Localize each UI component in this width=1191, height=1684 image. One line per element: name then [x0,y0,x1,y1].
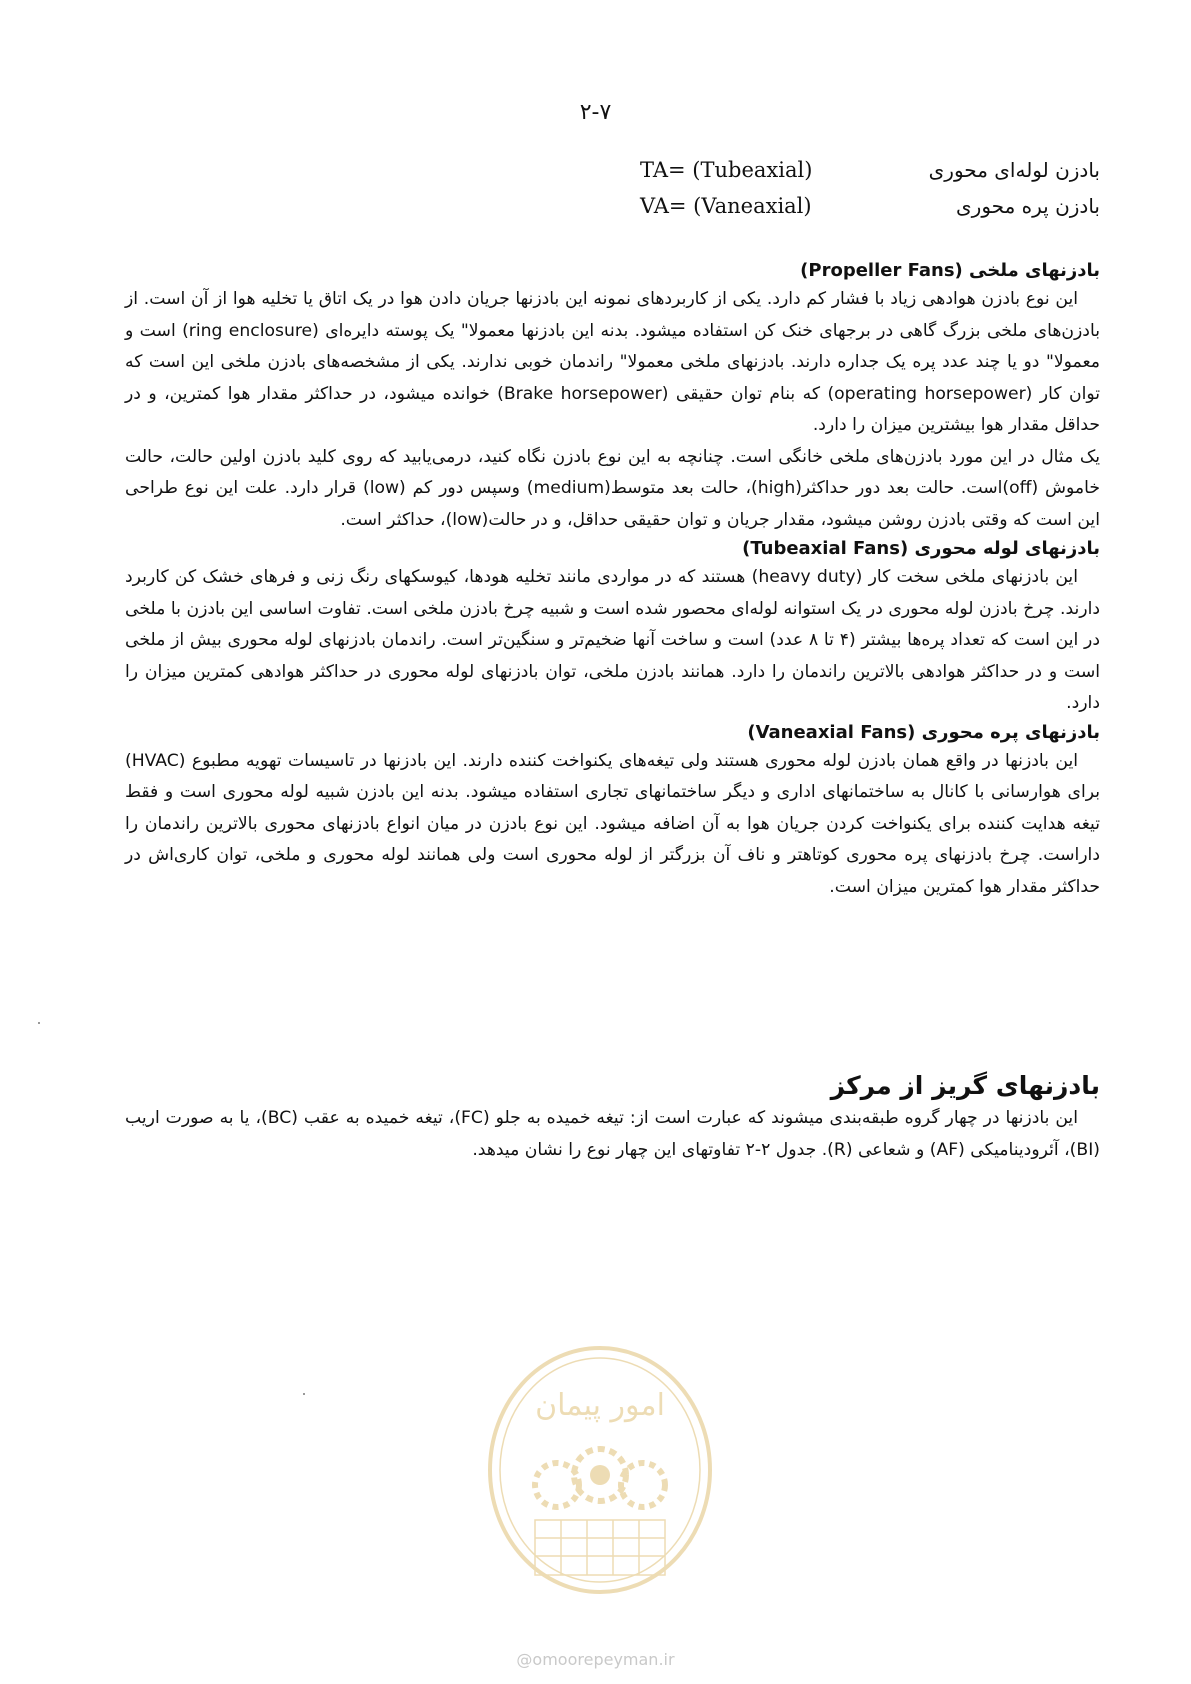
abbreviation-row [640,194,1100,230]
section-title-tubeaxial-fans: بادزنهای لوله محوری (Tubeaxial Fans) [742,538,1100,559]
watermark-text: امور پیمان [535,1388,665,1423]
scan-speck [303,1393,305,1395]
abbreviation-code: VA= (Vaneaxial) [640,194,812,218]
site-watermark-text: @omoorepeyman.ir [516,1650,675,1669]
body-text [125,258,1100,903]
closing-text [125,1102,1100,1166]
main-heading: بادزنهای گریز از مرکز [830,1070,1100,1100]
section-title-propeller-fans: بادزنهای ملخی (Propeller Fans) [800,260,1100,281]
abbreviation-row [640,158,1100,194]
abbreviation-name: بادزن پره محوری [956,194,1100,218]
paragraph: این بادزنها در چهار گروه طبقه‌بندی میشوند که عبارت است از: تیغه خمیده به جلو (FC)، تیغه خمیده به عقب (BC)، یا به صورت اریب (BI)، آئرودینامیکی (AF) و شعاعی (R). جدول ۲-۲ تفاوتهای این چهار نوع را نشان میدهد. [125,1108,1100,1160]
scan-speck [38,1022,40,1024]
abbreviation-list [640,158,1100,230]
page-number: ۲-۷ [579,100,612,125]
paragraph: یک مثال در این مورد بادزن‌های ملخی خانگی است. چنانچه به این نوع بادزن نگاه کنید، درمی‌یابید که روی کلید بادزن اولین حالت، حالت خاموش (off)است. حالت بعد دور حداکثر(high)، حالت بعد متوسط(medium) وسپس دور کم (low) قرار دارد. علت این نوع طراحی این است که وقتی بادزن روشن میشود، مقدار جریان و توان حقیقی حداقل، و در حالت(low)، حداکثر است. [125,446,1100,530]
abbreviation-name: بادزن لوله‌ای محوری [928,158,1100,182]
paragraph: این بادزنها در واقع همان بادزن لوله محوری هستند ولی تیغه‌های یکنواخت کننده دارند. این بادزنها در تاسیسات تهویه مطبوع (HVAC) برای هوارسانی با کانال به ساختمانهای اداری و دیگر ساختمانهای تجاری استفاده میشود. بدنه این بادزن شبیه لوله محوری است و فقط تیغه هدایت کننده برای یکنواخت کردن جریان هوا به آن اضافه میشود. این نوع بادزن در میان انواع بادزنهای محوری بالاترین راندمان را داراست. چرخ بادزنهای پره محوری کوتاهتر و ناف آن بزرگتر از لوله محوری است ولی همانند لوله محوری و ملخی، توان کاری‌اش در حداکثر مقدار هوا کمترین میزان است. [125,750,1100,897]
watermark-logo [465,1335,735,1625]
paragraph: این نوع بادزن هوادهی زیاد با فشار کم دارد. یکی از کاربردهای نمونه این بادزنها جریان دادن هوا در یک اتاق یا تخلیه هوا از آن است. از بادزن‌های ملخی بزرگ گاهی در برجهای خنک کن استفاده میشود. بدنه این بادزنها معمولا" یک پوسته دایره‌ای (ring enclosure) است و معمولا" دو یا چند عدد پره یک جداره دارند. بادزنهای ملخی معمولا" راندمان خوبی ندارند. یکی از مشخصه‌های بادزن ملخی این است که توان کار (operating horsepower) که بنام توان حقیقی (Brake horsepower) خوانده میشود، در حداکثر مقدار هوا کمترین، و در حداقل مقدار هوا بیشترین میزان را دارد. [125,289,1101,435]
section-title-vaneaxial-fans: بادزنهای پره محوری (Vaneaxial Fans) [747,721,1100,743]
abbreviation-code: TA= (Tubeaxial) [640,158,813,182]
paragraph: این بادزنهای ملخی سخت کار (heavy duty) هستند که در مواردی مانند تخلیه هودها، کیوسکهای رنگ زنی و فرهای خشک کن کاربرد دارند. چرخ بادزن لوله محوری در یک استوانه لوله‌ای محصور شده است و شبیه چرخ بادزن ملخی است. تفاوت اساسی این بادزن با ملخی در این است که تعداد پره‌ها بیشتر (۴ تا ۸ عدد) است و ساخت آنها ضخیم‌تر و سنگین‌تر است. راندمان بادزنهای لوله محوری بیش از ملخی است و در حداکثر هوادهی بالاترین راندمان را دارد. همانند بادزن ملخی، توان بادزنهای لوله محوری در حداکثر هوادهی کمترین میزان را دارد. [125,567,1101,713]
